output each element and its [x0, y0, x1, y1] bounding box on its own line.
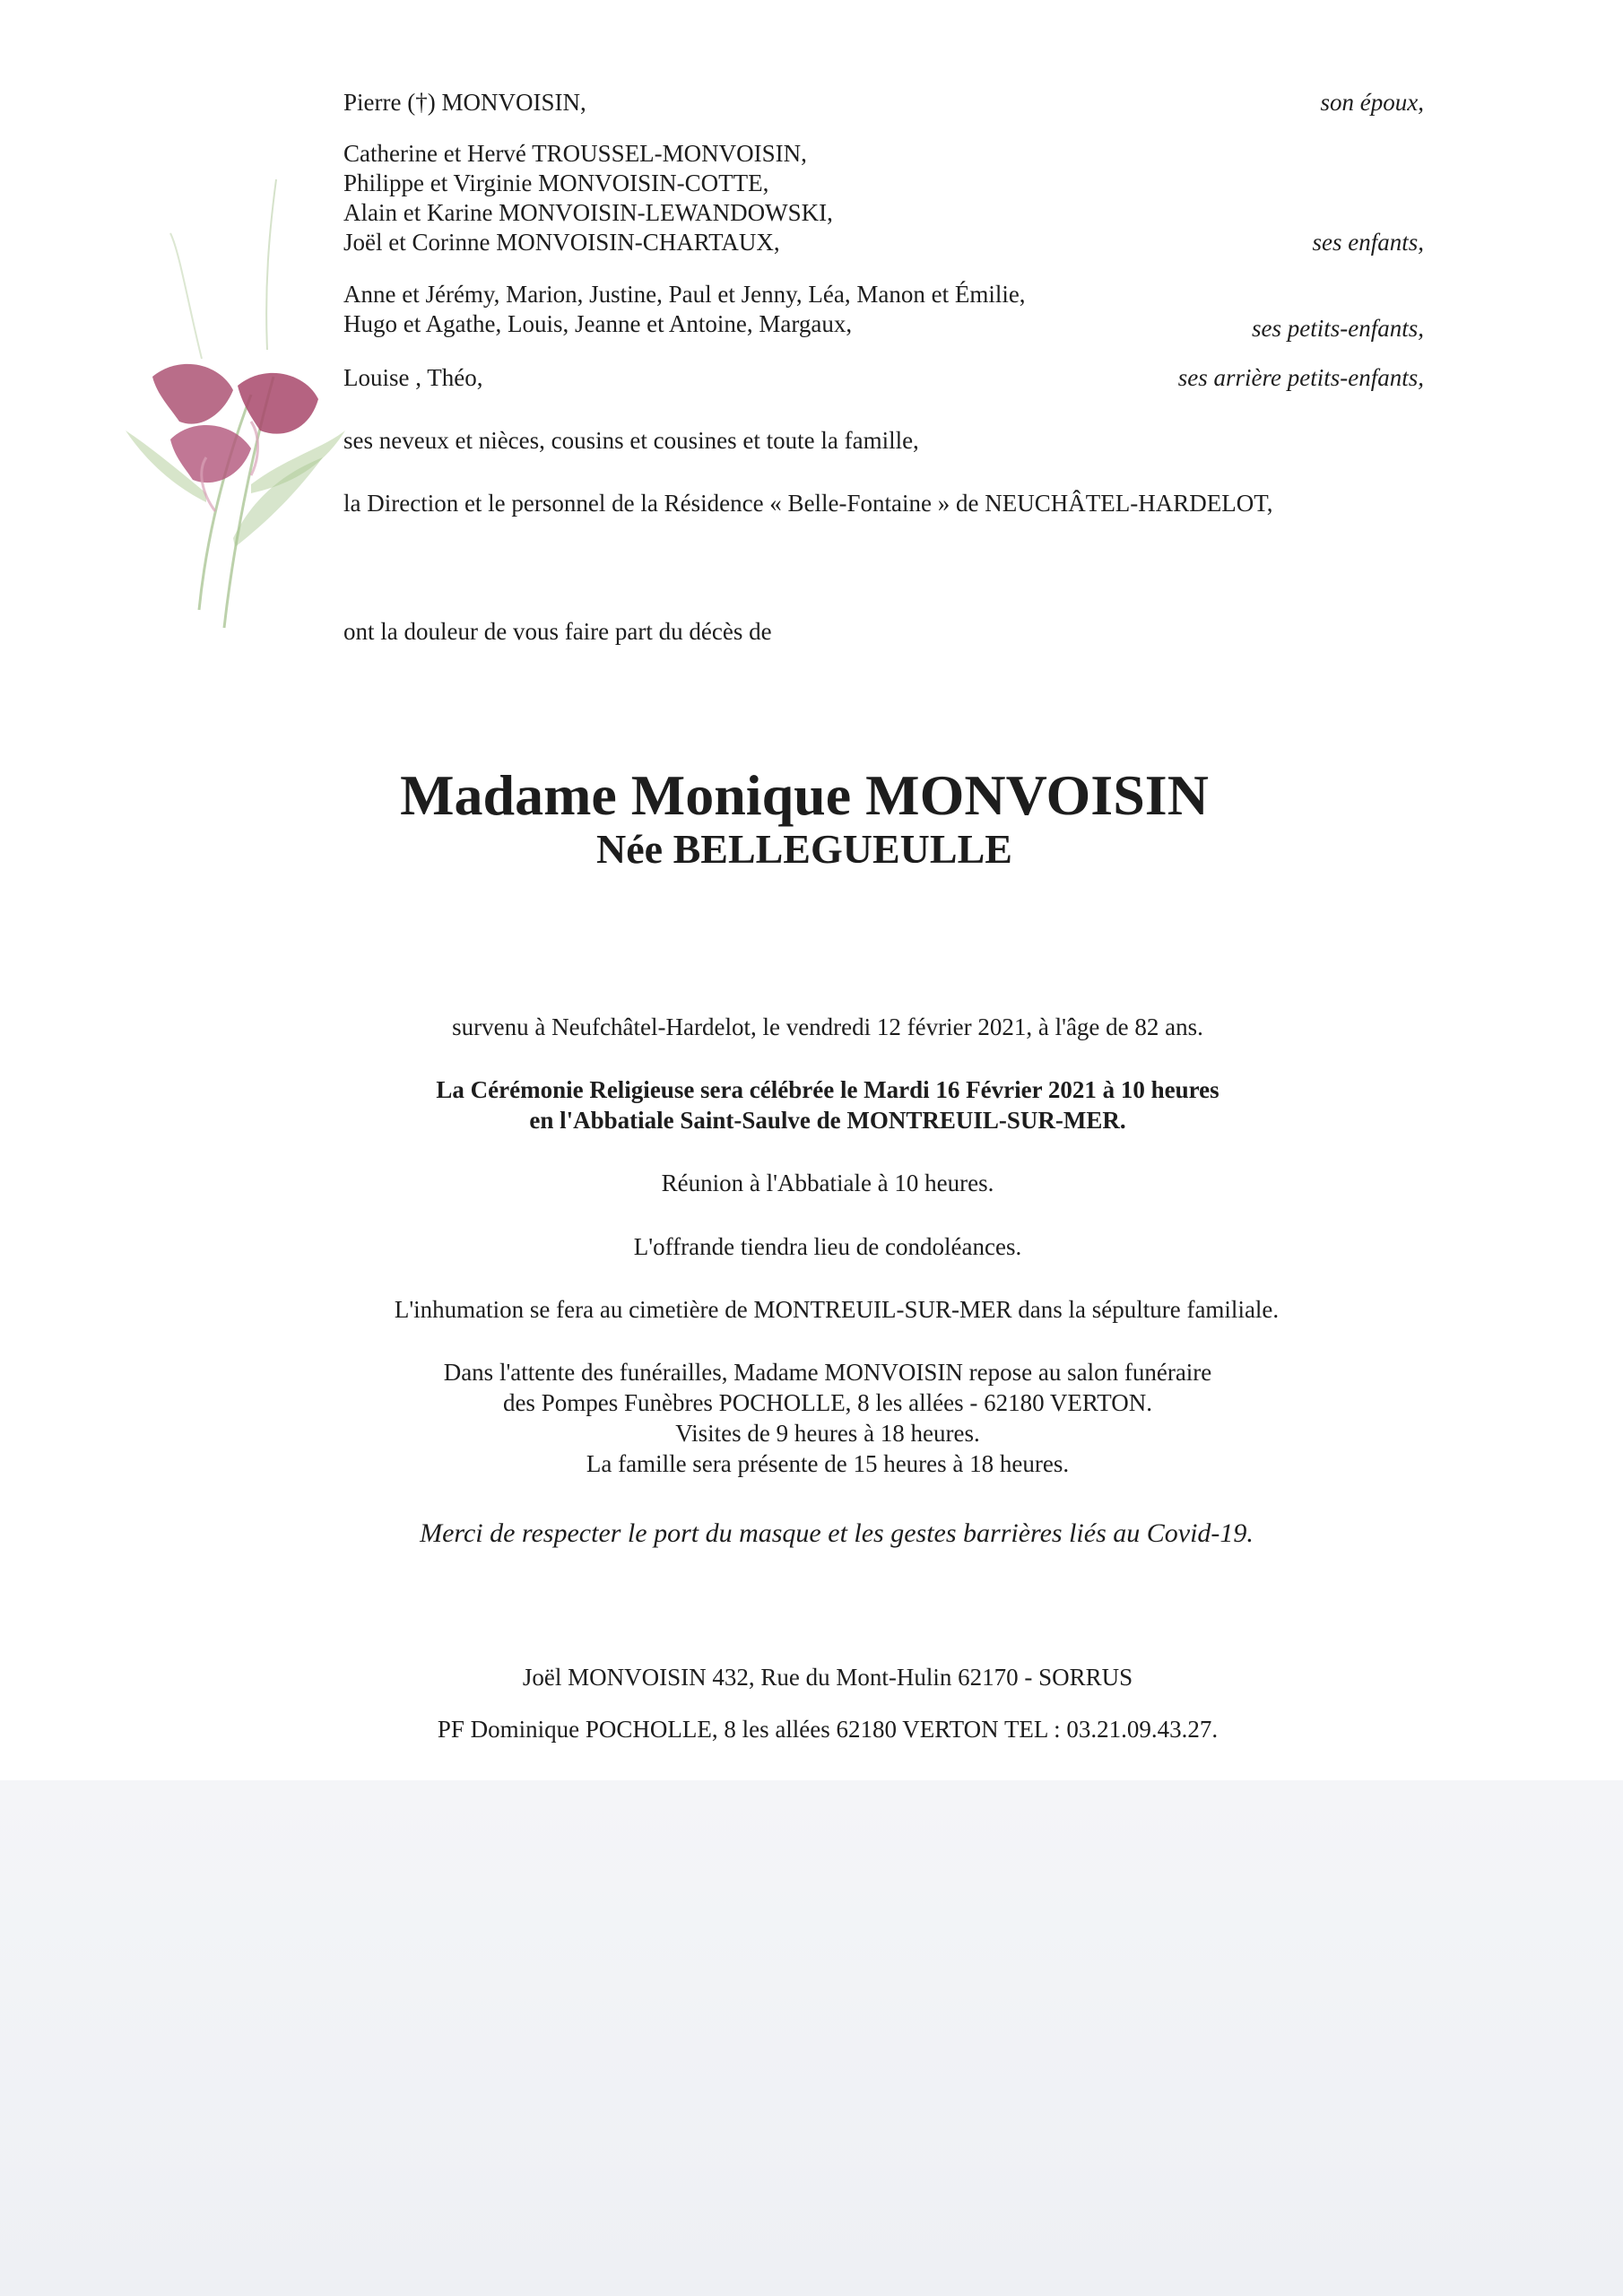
child-name: Alain et Karine MONVOISIN-LEWANDOWSKI, [343, 199, 833, 226]
funeral-home-line: Dans l'attente des funérailles, Madame MONVOISIN repose au salon funéraire [443, 1359, 1212, 1386]
deceased-name-block [0, 764, 1616, 872]
contact-line: PF Dominique POCHOLLE, 8 les allées 62180 VERTON TEL : 03.21.09.43.27. [437, 1716, 1219, 1743]
meeting-info: Réunion à l'Abbatiale à 10 heures. [661, 1170, 994, 1196]
extended-family: ses neveux et nièces, cousins et cousines et toute la famille, [343, 427, 919, 454]
funeral-home-line: Visites de 9 heures à 18 heures. [675, 1420, 980, 1447]
scan-background [0, 1780, 1623, 2296]
announcement: ont la douleur de vous faire part du décès de [343, 618, 772, 645]
deceased-name: Madame Monique MONVOISIN [400, 763, 1209, 827]
spouse-row [343, 88, 1424, 117]
great-grandchildren-names: Louise , Théo, [343, 364, 483, 391]
grandchild-names: Anne et Jérémy, Marion, Justine, Paul et Jenny, Léa, Manon et Émilie, [343, 281, 1026, 308]
covid-note: Merci de respecter le port du masque et les gestes barrières liés au Covid-19. [420, 1518, 1254, 1548]
grandchild-names: Hugo et Agathe, Louis, Jeanne et Antoine, Margaux, [343, 310, 853, 337]
maiden-name: Née BELLEGUEULLE [596, 826, 1012, 872]
grandchildren-role-row [343, 314, 1424, 344]
child-name: Catherine et Hervé TROUSSEL-MONVOISIN, [343, 140, 807, 167]
calla-lily-icon [117, 161, 350, 646]
ceremony-info [16, 1074, 1623, 1135]
death-info: survenu à Neufchâtel-Hardelot, le vendredi 12 février 2021, à l'âge de 82 ans. [452, 1013, 1203, 1040]
child-name: Joël et Corinne MONVOISIN-CHARTAUX, [343, 229, 780, 256]
grandchildren-role: ses petits-enfants, [1252, 315, 1424, 342]
offering-info: L'offrande tiendra lieu de condoléances. [633, 1233, 1022, 1260]
funeral-home-line: des Pompes Funèbres POCHOLLE, 8 les allées - 62180 VERTON. [502, 1389, 1153, 1416]
burial-info: L'inhumation se fera au cimetière de MONTREUIL-SUR-MER dans la sépulture familiale. [394, 1296, 1280, 1323]
residence-line: la Direction et le personnel de la Résidence « Belle-Fontaine » de NEUCHÂTEL-HARDELOT, [343, 490, 1273, 517]
child-name: Philippe et Virginie MONVOISIN-COTTE, [343, 170, 769, 196]
funeral-home-info [16, 1357, 1623, 1479]
contact-line: Joël MONVOISIN 432, Rue du Mont-Hulin 62170 - SORRUS [522, 1664, 1133, 1691]
spouse-name: Pierre (†) MONVOISIN, [343, 89, 586, 116]
ceremony-line: La Cérémonie Religieuse sera célébrée le Mardi 16 Février 2021 à 10 heures [436, 1076, 1219, 1103]
children-role: ses enfants, [1312, 229, 1424, 256]
great-grandchildren-role: ses arrière petits-enfants, [1177, 364, 1424, 391]
ceremony-line: en l'Abbatiale Saint-Saulve de MONTREUIL-SUR-MER. [529, 1107, 1126, 1134]
great-grandchildren-row [343, 363, 1424, 393]
children-role-row [343, 228, 1424, 257]
funeral-home-line: La famille sera présente de 15 heures à 18 heures. [586, 1450, 1070, 1477]
spouse-role: son époux, [1320, 89, 1424, 116]
